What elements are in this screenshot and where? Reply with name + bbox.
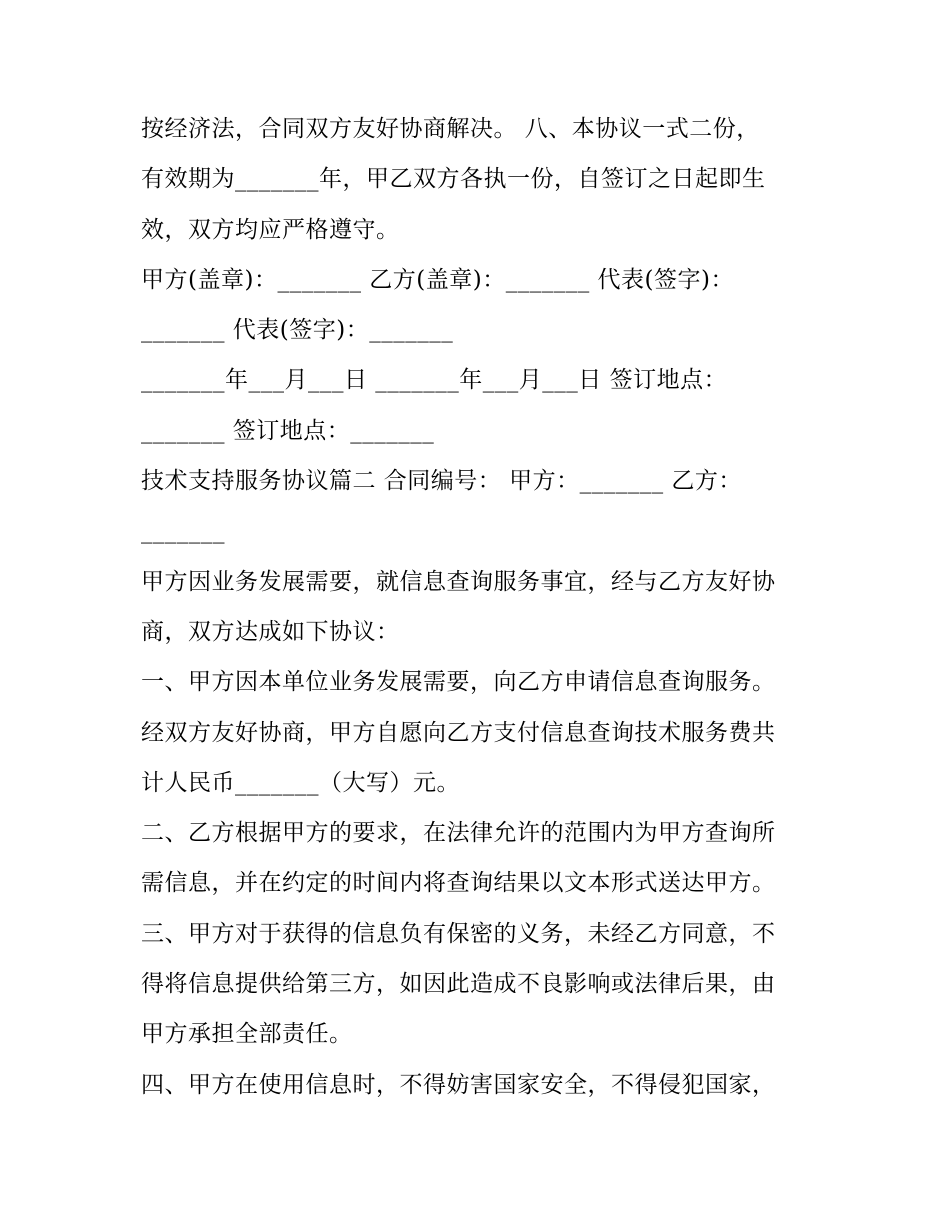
text-line: 经双方友好协商，甲方自愿向乙方支付信息查询技术服务费共 [141,719,776,746]
text-line: 甲方承担全部责任。 [141,1021,353,1048]
document-body [141,104,831,1110]
text-line: 效，双方均应严格遵守。 [141,216,400,243]
text-line: 一、甲方因本单位业务发展需要，向乙方申请信息查询服务。 [141,669,776,696]
text-line: 需信息，并在约定的时间内将查询结果以文本形式送达甲方。 [141,870,776,897]
text-line: 得将信息提供给第三方，如因此造成不良影响或法律后果，由 [141,971,776,998]
text-line: 按经济法，合同双方友好协商解决。 八、本协议一式二份， [141,116,760,142]
text-line: 计人民币_______（大写）元。 [141,769,460,796]
text-line: 四、甲方在使用信息时，不得妨害国家安全，不得侵犯国家， [141,1071,776,1098]
text-line: _______ 代表(签字)：_______ [141,317,454,344]
text-line: 甲方(盖章)：_______ 乙方(盖章)：_______ 代表(签字)： [141,266,734,293]
text-line: 技术支持服务协议篇二 合同编号： 甲方：_______ 乙方： [141,468,742,495]
text-line: 三、甲方对于获得的信息负有保密的义务，未经乙方同意，不 [141,920,776,947]
text-line: 有效期为_______年，甲乙双方各执一份，自签订之日起即生 [141,166,766,193]
text-line: 甲方因业务发展需要，就信息查询服务事宜，经与乙方友好协 [141,568,776,595]
text-line: _______年___月___日 _______年___月___日 签订地点： [141,367,728,394]
text-line: 商，双方达成如下协议： [141,618,400,645]
text-line: _______ 签订地点：_______ [141,417,435,444]
text-line: 二、乙方根据甲方的要求，在法律允许的范围内为甲方查询所 [141,820,776,847]
text-line: _______ [141,518,225,545]
